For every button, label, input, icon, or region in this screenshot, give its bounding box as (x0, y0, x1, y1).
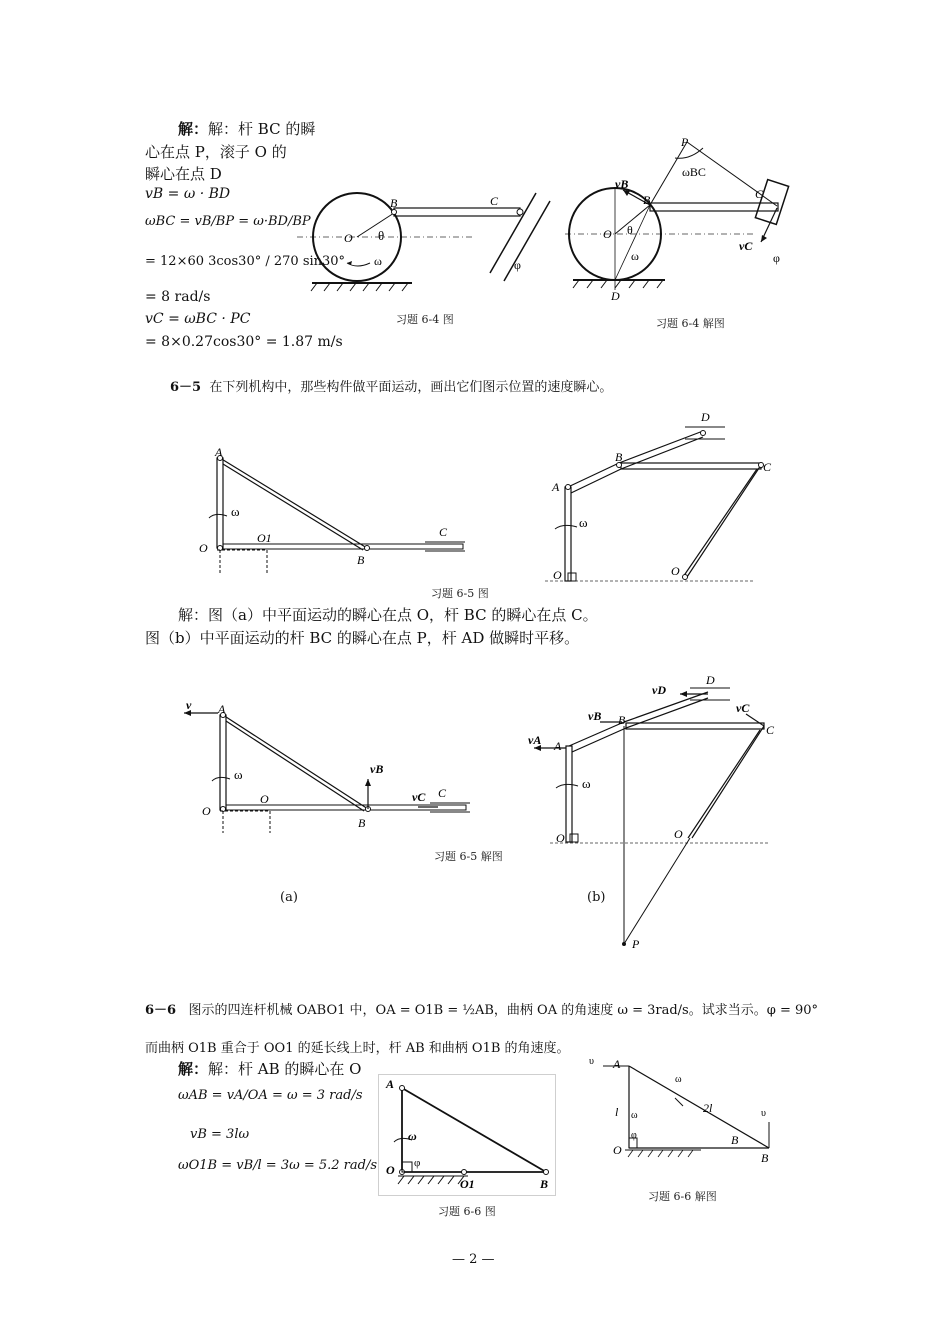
fig65b-label-a: A (552, 480, 560, 494)
fig64s-label-d: D (611, 289, 620, 303)
p64-eq-vc-result: = 8×0.27cos30° = 1.87 m/s (145, 334, 343, 350)
fig65a-label-o1: O1 (257, 531, 272, 545)
fig64s-label-omega: ω (631, 249, 639, 263)
p64-eq-vb: vB = ω · BD (145, 186, 231, 202)
p65-label-a: (a) (280, 890, 298, 905)
fig64s-label-o: O (603, 227, 612, 241)
fig65as-label-b: B (358, 816, 366, 830)
fig65bs-label-p: P (632, 937, 640, 951)
fig65bs-label-c: C (766, 723, 775, 737)
fig64s-label-vc: vC (739, 239, 753, 253)
fig64-label-theta: θ (378, 228, 385, 243)
fig64s-label-theta: θ (627, 223, 633, 237)
fig65a-label-o: O (199, 541, 208, 555)
fig-6-4-solution (555, 130, 815, 310)
fig65as-label-vb: vB (370, 762, 384, 776)
fig66s-label-a: A (613, 1057, 621, 1071)
p65-answer-line2: 图（b）中平面运动的杆 BC 的瞬心在点 P，杆 AD 做瞬时平移。 (145, 629, 580, 647)
fig65bs-label-va: vA (528, 733, 542, 747)
fig66s-label-va: υ (589, 1056, 594, 1067)
fig64-label-c: C (490, 194, 499, 208)
fig66s-label-omega-ab: ω (675, 1074, 682, 1085)
fig-6-5b-solution (520, 670, 790, 955)
p66-eq-omega-ab: ωAB = vA/OA = ω = 3 rad/s (178, 1088, 363, 1103)
fig64s-label-c: C (755, 187, 764, 201)
fig65as-label-vc: vC (412, 790, 426, 804)
fig64-label-phi: φ (514, 258, 521, 272)
p64-answer-line1: 解：解：杆 BC 的瞬 (178, 120, 316, 138)
fig65b-label-o: O (553, 568, 562, 582)
fig65bs-label-o1: O (674, 827, 683, 841)
fig66s-label-b-mid: B (731, 1133, 739, 1147)
fig65a-label-c: C (439, 525, 448, 539)
fig66s-label-l: l (615, 1105, 619, 1119)
fig66s-label-b: B (761, 1151, 769, 1165)
fig64s-label-phi: φ (773, 251, 780, 265)
p66-eq-omega-o1b: ωO1B = vB/l = 3ω = 5.2 rad/s (178, 1158, 378, 1173)
fig66s-label-phi: φ (631, 1130, 637, 1141)
fig66s-label-omega: ω (631, 1110, 638, 1121)
fig66-label-o: O (386, 1163, 395, 1177)
fig65a-label-omega: ω (231, 504, 240, 519)
p64-answer-line3: 瞬心在点 D (145, 165, 222, 183)
fig-6-5a-solution (180, 695, 485, 835)
p64-sol-caption: 习题 6-4 解图 (656, 317, 725, 330)
page-number: — 2 — (452, 1252, 495, 1267)
fig65as-label-c: C (438, 786, 447, 800)
fig64-label-o: O (344, 231, 353, 245)
p64-answer-line2: 心在点 P，滚子 O 的 (145, 143, 287, 161)
p65-answer-line1: 解：图（a）中平面运动的瞬心在点 O，杆 BC 的瞬心在点 C。 (178, 606, 598, 624)
fig65a-label-b: B (357, 553, 365, 567)
fig-6-4 (292, 175, 552, 295)
fig64s-label-omega-bc: ωBC (682, 165, 706, 179)
p66-title-line1: 6－6 图示的四连杆机械 OABO1 中，OA = O1B = ½AB，曲柄 OA 的角速度 ω = 3rad/s。试求当示。φ = 90° (145, 1003, 819, 1018)
fig65b-label-o1: O (671, 564, 680, 578)
fig65as-label-omega: ω (234, 767, 243, 782)
fig64-label-omega: ω (374, 254, 382, 268)
fig65bs-label-d: D (706, 673, 715, 687)
fig65bs-label-a: A (554, 739, 562, 753)
fig66-label-o1: O1 (460, 1177, 475, 1191)
p65-title: 6－5 在下列机构中，那些构件做平面运动，画出它们图示位置的速度瞬心。 (170, 380, 613, 395)
fig65as-label-va: v (186, 698, 192, 712)
fig66s-label-o: O (613, 1143, 622, 1157)
fig66-label-a: A (386, 1077, 395, 1091)
fig64s-label-b: B (643, 193, 651, 207)
fig65b-label-c: C (763, 460, 772, 474)
fig-6-5a (195, 438, 485, 578)
fig64s-label-p: P (681, 135, 689, 149)
p66-eq-vb: vB = 3lω (190, 1127, 250, 1142)
fig66-label-omega: ω (408, 1129, 417, 1143)
fig65b-label-omega: ω (579, 515, 588, 530)
fig65as-label-a: A (218, 702, 226, 716)
p64-eq-omega-bc: ωBC = vB/BP = ω·BD/BP (145, 214, 311, 229)
fig66s-label-2l: 2l (703, 1101, 713, 1115)
fig65as-label-o1: O (260, 792, 269, 806)
p64-fig-caption: 习题 6-4 图 (396, 313, 454, 326)
fig64-label-b: B (390, 196, 398, 210)
fig65bs-label-omega: ω (582, 776, 591, 791)
fig65bs-label-vd: vD (652, 683, 666, 697)
fig65b-label-b: B (615, 450, 623, 464)
fig66-label-b: B (540, 1177, 549, 1191)
fig-6-5b (545, 405, 772, 595)
p66-answer: 解：解：杆 AB 的瞬心在 O (178, 1060, 362, 1078)
p64-eq-result: = 8 rad/s (145, 289, 211, 305)
fig65bs-label-vb: vB (588, 709, 602, 723)
p65-sol-caption: 习题 6-5 解图 (434, 850, 503, 863)
fig-6-6-solution (585, 1052, 785, 1172)
p65-label-b: (b) (587, 890, 606, 905)
fig65b-label-d: D (701, 410, 710, 424)
p66-title-line2: 而曲柄 O1B 重合于 OO1 的延长线上时，杆 AB 和曲柄 O1B 的角速度。 (145, 1041, 570, 1056)
p64-eq-vc: vC = ωBC · PC (145, 311, 251, 327)
fig65bs-label-b: B (618, 713, 626, 727)
p66-sol-caption: 习题 6-6 解图 (648, 1190, 717, 1203)
fig65bs-label-vc: vC (736, 701, 750, 715)
fig65bs-label-o: O (556, 831, 565, 845)
fig66-label-phi: φ (414, 1157, 421, 1169)
fig64s-label-vb: vB (615, 177, 629, 191)
fig65a-label-a: A (215, 445, 223, 459)
p65-fig-caption: 习题 6-5 图 (431, 587, 489, 600)
fig65as-label-o: O (202, 804, 211, 818)
p66-fig-caption: 习题 6-6 图 (438, 1205, 496, 1218)
fig-6-6 (378, 1074, 554, 1194)
fig66s-label-vb: υ (761, 1108, 766, 1119)
p64-eq-numeric: = 12×60 3cos30° / 270 sin30° (145, 254, 346, 269)
